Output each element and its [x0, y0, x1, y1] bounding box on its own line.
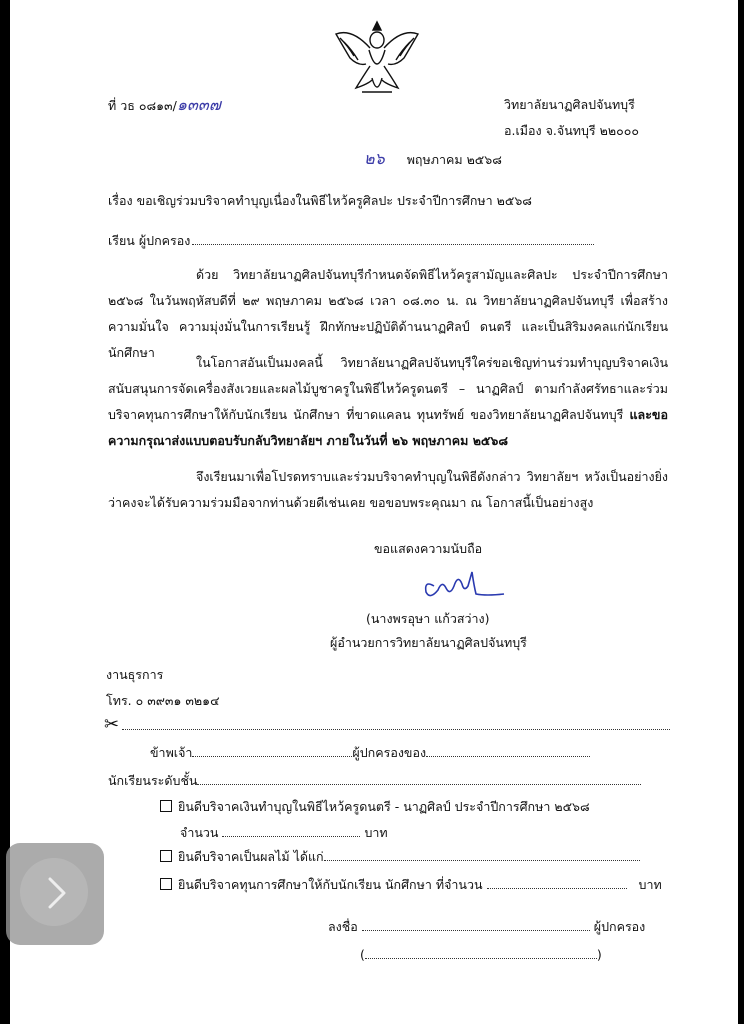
i-label: ข้าพเจ้า [150, 745, 193, 760]
org-address: อ.เมือง จ.จันทบุรี ๒๒๐๐๐ [504, 123, 639, 138]
paragraph-2-text: ในโอกาสอันเป็นมงคลนี้ วิทยาลัยนาฏศิลปจันทบุรีใคร่ขอเชิญท่านร่วมทำบุญบริจาคเงินสนับสนุนการจัดเครื่องสังเวยและผลไม้บูชาครูในพิธีไหว้ครูดนตรี – นาฏศิลป์ ตามกำลังศรัทธาและร่วมบริจาคทุนการศึกษาให้กับนักเรียน นักศึกษา ที่ขาดแคลน ทุนทรัพย์ ของวิทยาลัยนาฏศิลปจันทบุรี [108, 355, 668, 422]
paren-open: ( [360, 947, 365, 962]
ref-handwritten: ๑๓๓๗ [176, 95, 221, 114]
scissors-icon: ✂ [104, 714, 120, 735]
option-3-checkbox[interactable] [160, 878, 172, 890]
amount-label: จำนวน [180, 825, 219, 840]
blank-name[interactable] [192, 744, 352, 757]
signer-name: (นางพรอุษา แก้วสว่าง) [366, 611, 490, 626]
org-name: วิทยาลัยนาฏศิลปจันทบุรี [504, 97, 635, 112]
body-paragraph-2 [108, 350, 668, 454]
option-3-baht-label: บาท [638, 877, 662, 892]
salutation: เรียน ผู้ปกครอง [108, 233, 191, 248]
sign-label: ลงชื่อ [328, 919, 358, 934]
paragraph-3-text: จึงเรียนมาเพื่อโปรดทราบและร่วมบริจาคทำบุญในพิธีดังกล่าว วิทยาลัยฯ หวังเป็นอย่างยิ่งว่าคงจะได้รับความร่วมมือจากท่านด้วยดีเช่นเคย ขอขอบพระคุณมา ณ โอกาสนี้เป็นอย่างสูง [108, 469, 668, 510]
chevron-right-icon [42, 873, 70, 913]
option-2[interactable] [160, 848, 640, 866]
student-level-label: นักเรียนระดับชั้น [108, 773, 198, 788]
baht-label: บาท [364, 825, 388, 840]
paren-close: ) [596, 947, 602, 962]
body-paragraph-3 [108, 464, 668, 516]
amount-line [180, 824, 388, 842]
option-1-label: ยินดีบริจาคเงินทำบุญในพิธีไหว้ครูดนตรี - นาฏศิลป์ ประจำปีการศึกษา ๒๕๖๘ [178, 799, 590, 814]
option-2-checkbox[interactable] [160, 850, 172, 862]
blank-signature[interactable] [362, 918, 590, 931]
ref-printed: ที่ วธ ๐๘๑๓/ [108, 98, 177, 113]
date-month-year: พฤษภาคม ๒๕๖๘ [406, 152, 502, 167]
date-day-handwritten: ๒๖ [364, 149, 385, 168]
contact-phone: โทร. ๐ ๓๙๓๑ ๓๒๑๔ [106, 693, 220, 708]
reply-signature-line [328, 918, 645, 936]
subject-line: เรื่อง ขอเชิญร่วมบริจาคทำบุญเนื่องในพิธีไหว้ครูศิลปะ ประจำปีการศึกษา ๒๕๖๘ [108, 193, 532, 208]
signer-title: ผู้อำนวยการวิทยาลัยนาฏศิลปจันทบุรี [330, 635, 527, 650]
paragraph-1-text: ด้วย วิทยาลัยนาฏศิลปจันทบุรีกำหนดจัดพิธีไหว้ครูสามัญและศิลปะ ประจำปีการศึกษา ๒๕๖๘ ในวันพฤหัสบดีที่ ๒๙ พฤษภาคม ๒๕๖๘ เวลา ๐๘.๓๐ น. ณ วิทยาลัยนาฏศิลปจันทบุรี เพื่อสร้างความมั่นใจ ความมุ่งมั่นในการเรียนรู้ ฝึกทักษะปฏิบัติด้านนาฏศิลป์ ดนตรี และเป็นสิริมงคลแก่นักเรียน นักศึกษา [108, 267, 668, 360]
blank-printed-name[interactable] [365, 946, 597, 959]
cut-line [122, 729, 670, 730]
blank-amount[interactable] [222, 824, 360, 837]
blank-scholarship-amount[interactable] [487, 876, 627, 889]
reply-printed-name-line [360, 946, 602, 964]
option-1-checkbox[interactable] [160, 800, 172, 812]
garuda-emblem-icon [332, 18, 422, 98]
blank-student-level[interactable] [197, 772, 641, 785]
reply-name-line [150, 744, 590, 762]
sign-role-label: ผู้ปกครอง [593, 919, 646, 934]
closing: ขอแสดงความนับถือ [374, 541, 483, 556]
blank-student-name[interactable] [426, 744, 590, 757]
option-1[interactable] [160, 798, 590, 816]
reference-number [108, 96, 221, 115]
blank-fruit[interactable] [324, 848, 640, 861]
option-3[interactable] [160, 876, 662, 894]
signature-image [416, 566, 506, 606]
option-3-label: ยินดีบริจาคทุนการศึกษาให้กับนักเรียน นักศึกษา ที่จำนวน [178, 877, 483, 892]
blank-parent-name [192, 232, 594, 245]
contact-department: งานธุรการ [106, 667, 164, 682]
next-page-button[interactable] [6, 843, 104, 945]
paragraph-2-bold-text: และขอความกรุณาส่งแบบตอบรับกลับวิทยาลัยฯ ภายในวันที่ ๒๖ พฤษภาคม ๒๕๖๘ [108, 407, 668, 448]
salutation-line [108, 232, 594, 250]
option-2-label: ยินดีบริจาคเป็นผลไม้ ได้แก่ [178, 849, 324, 864]
letter-date [364, 150, 502, 169]
parent-of-label: ผู้ปกครองของ [352, 745, 427, 760]
document-page [10, 0, 738, 1024]
reply-level-line [108, 772, 641, 790]
